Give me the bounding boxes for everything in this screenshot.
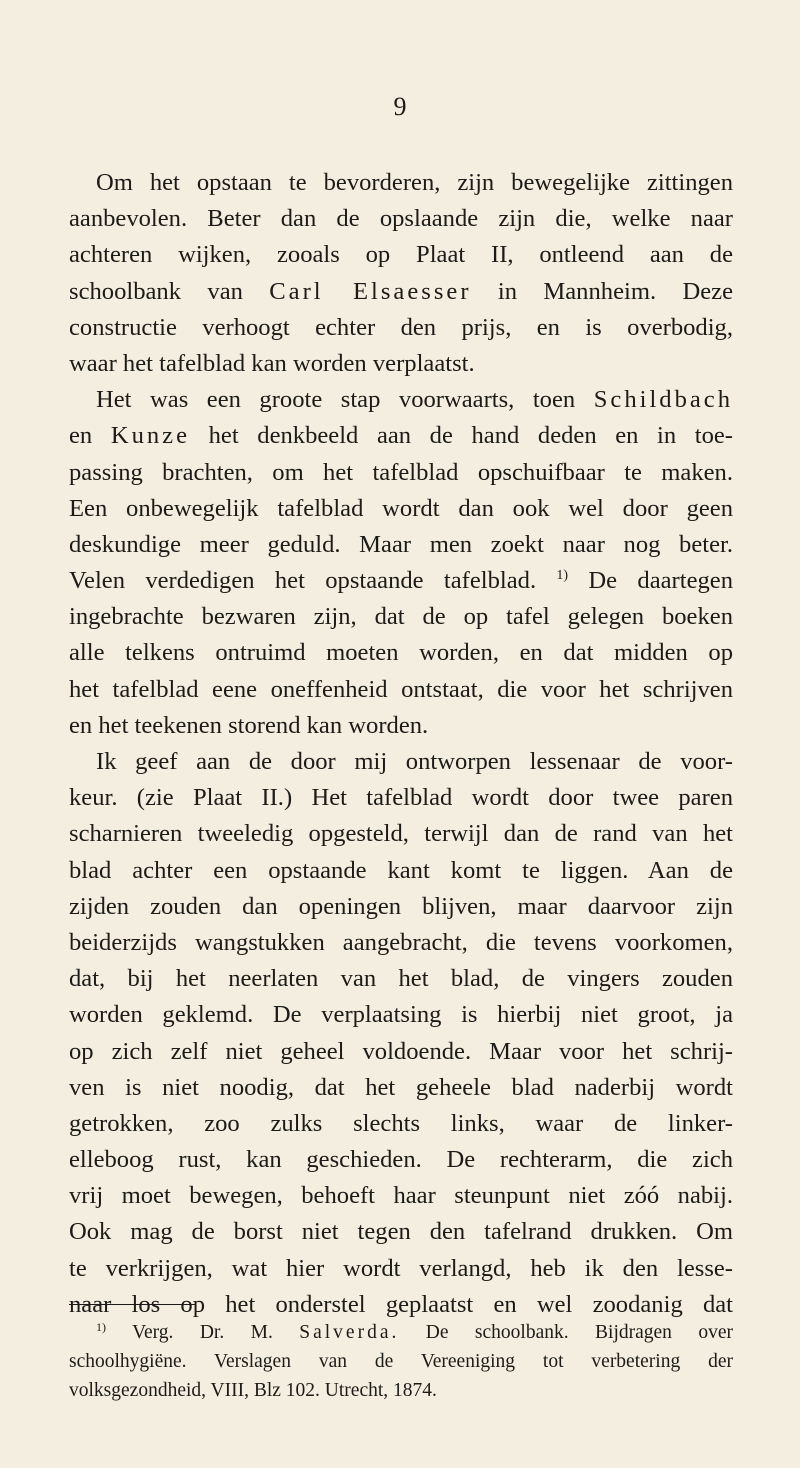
text-line: blad achter een opstaande kant komt te liggen. Aan de: [69, 856, 733, 884]
text-line: Een onbewegelijk tafelblad wordt dan ook wel door geen: [69, 494, 733, 522]
text-line: getrokken, zoo zulks slechts links, waar de linker-: [69, 1109, 733, 1137]
text-line: en het teekenen storend kan worden.: [69, 711, 429, 739]
text-line: deskundige meer geduld. Maar men zoekt naar nog beter.: [69, 530, 733, 558]
footnote: [69, 1318, 733, 1405]
text-line: [69, 382, 733, 418]
text-segment: en: [69, 422, 93, 450]
text-line: waar het tafelblad kan worden verplaatst.: [69, 349, 475, 377]
text-line: aanbevolen. Beter dan de opslaande zijn die, welke naar: [69, 205, 733, 233]
text-line: [69, 274, 733, 310]
text-segment: Velen verdedigen het opstaande tafelblad.: [69, 567, 537, 595]
text-line: [69, 563, 733, 599]
text-segment: in Mannheim. Deze: [497, 277, 733, 305]
page-number: 9: [393, 92, 407, 121]
text-line: dat, bij het neerlaten van het blad, de vingers zouden: [69, 965, 733, 993]
text-line: zijden zouden dan openingen blijven, maar daarvoor zijn: [69, 892, 733, 920]
footnote-line: [69, 1318, 733, 1347]
text-segment: Het was een groote stap voorwaarts, toen: [96, 386, 576, 414]
text-line: worden geklemd. De verplaatsing is hierbij niet groot, ja: [69, 1001, 733, 1029]
text-line: het tafelblad eene oneffenheid ontstaat, die voor het schrijven: [69, 675, 733, 703]
text-line: keur. (zie Plaat II.) Het tafelblad wordt door twee paren: [69, 784, 733, 812]
text-line: passing brachten, om het tafelblad opschuifbaar te maken.: [69, 458, 733, 486]
text-line: vrij moet bewegen, behoeft haar steunpunt niet zóó nabij.: [69, 1182, 733, 1210]
text-line: ven is niet noodig, dat het geheele blad naderbij wordt: [69, 1073, 733, 1101]
body-text: [69, 165, 733, 1323]
footnote-line: volksgezondheid, VIII, Blz 102. Utrecht, 1874.: [69, 1380, 437, 1401]
text-line: achteren wijken, zooals op Plaat II, ontleend aan de: [69, 241, 733, 269]
text-line: Om het opstaan te bevorderen, zijn bewegelijke zittingen: [96, 169, 733, 196]
text-line: [69, 418, 733, 454]
person-name-schildbach: Schildbach: [593, 386, 734, 414]
text-segment: De schoolbank. Bijdragen over: [425, 1322, 733, 1343]
footnote-marker: 1): [96, 1320, 106, 1334]
person-name-elsaesser: Carl Elsaesser: [269, 277, 472, 305]
text-line: Ook mag de borst niet tegen den tafelrand drukken. Om: [69, 1218, 733, 1246]
footnote-line: schoolhygiëne. Verslagen van de Vereeniging tot verbetering der: [69, 1351, 733, 1372]
text-line: naar los op het onderstel geplaatst en wel zoodanig dat: [69, 1290, 733, 1318]
footnote-divider: [69, 1304, 196, 1305]
text-line: constructie verhoogt echter den prijs, en is overbodig,: [69, 313, 733, 341]
text-segment: Verg. Dr. M.: [132, 1322, 273, 1343]
text-line: op zich zelf niet geheel voldoende. Maar voor het schrij-: [69, 1037, 733, 1065]
text-line: elleboog rust, kan geschieden. De rechterarm, die zich: [69, 1146, 733, 1174]
text-line: Ik geef aan de door mij ontworpen lessenaar de voor-: [96, 748, 733, 775]
text-line: beiderzijds wangstukken aangebracht, die tevens voorkomen,: [69, 928, 733, 956]
text-line: alle telkens ontruimd moeten worden, en dat midden op: [69, 639, 733, 667]
text-segment: het denkbeeld aan de hand deden en in toe-: [208, 422, 733, 450]
person-name-kunze: Kunze: [110, 422, 191, 450]
text-line: scharnieren tweeledig opgesteld, terwijl dan de rand van het: [69, 820, 733, 848]
text-line: ingebrachte bezwaren zijn, dat de op tafel gelegen boeken: [69, 603, 733, 631]
footnote-reference: $^{1)}$ De daartegen: [556, 567, 733, 595]
author-name: Salverda.: [299, 1322, 400, 1343]
text-segment: schoolbank van: [69, 277, 243, 305]
text-line: te verkrijgen, wat hier wordt verlangd, heb ik den lesse-: [69, 1254, 733, 1282]
